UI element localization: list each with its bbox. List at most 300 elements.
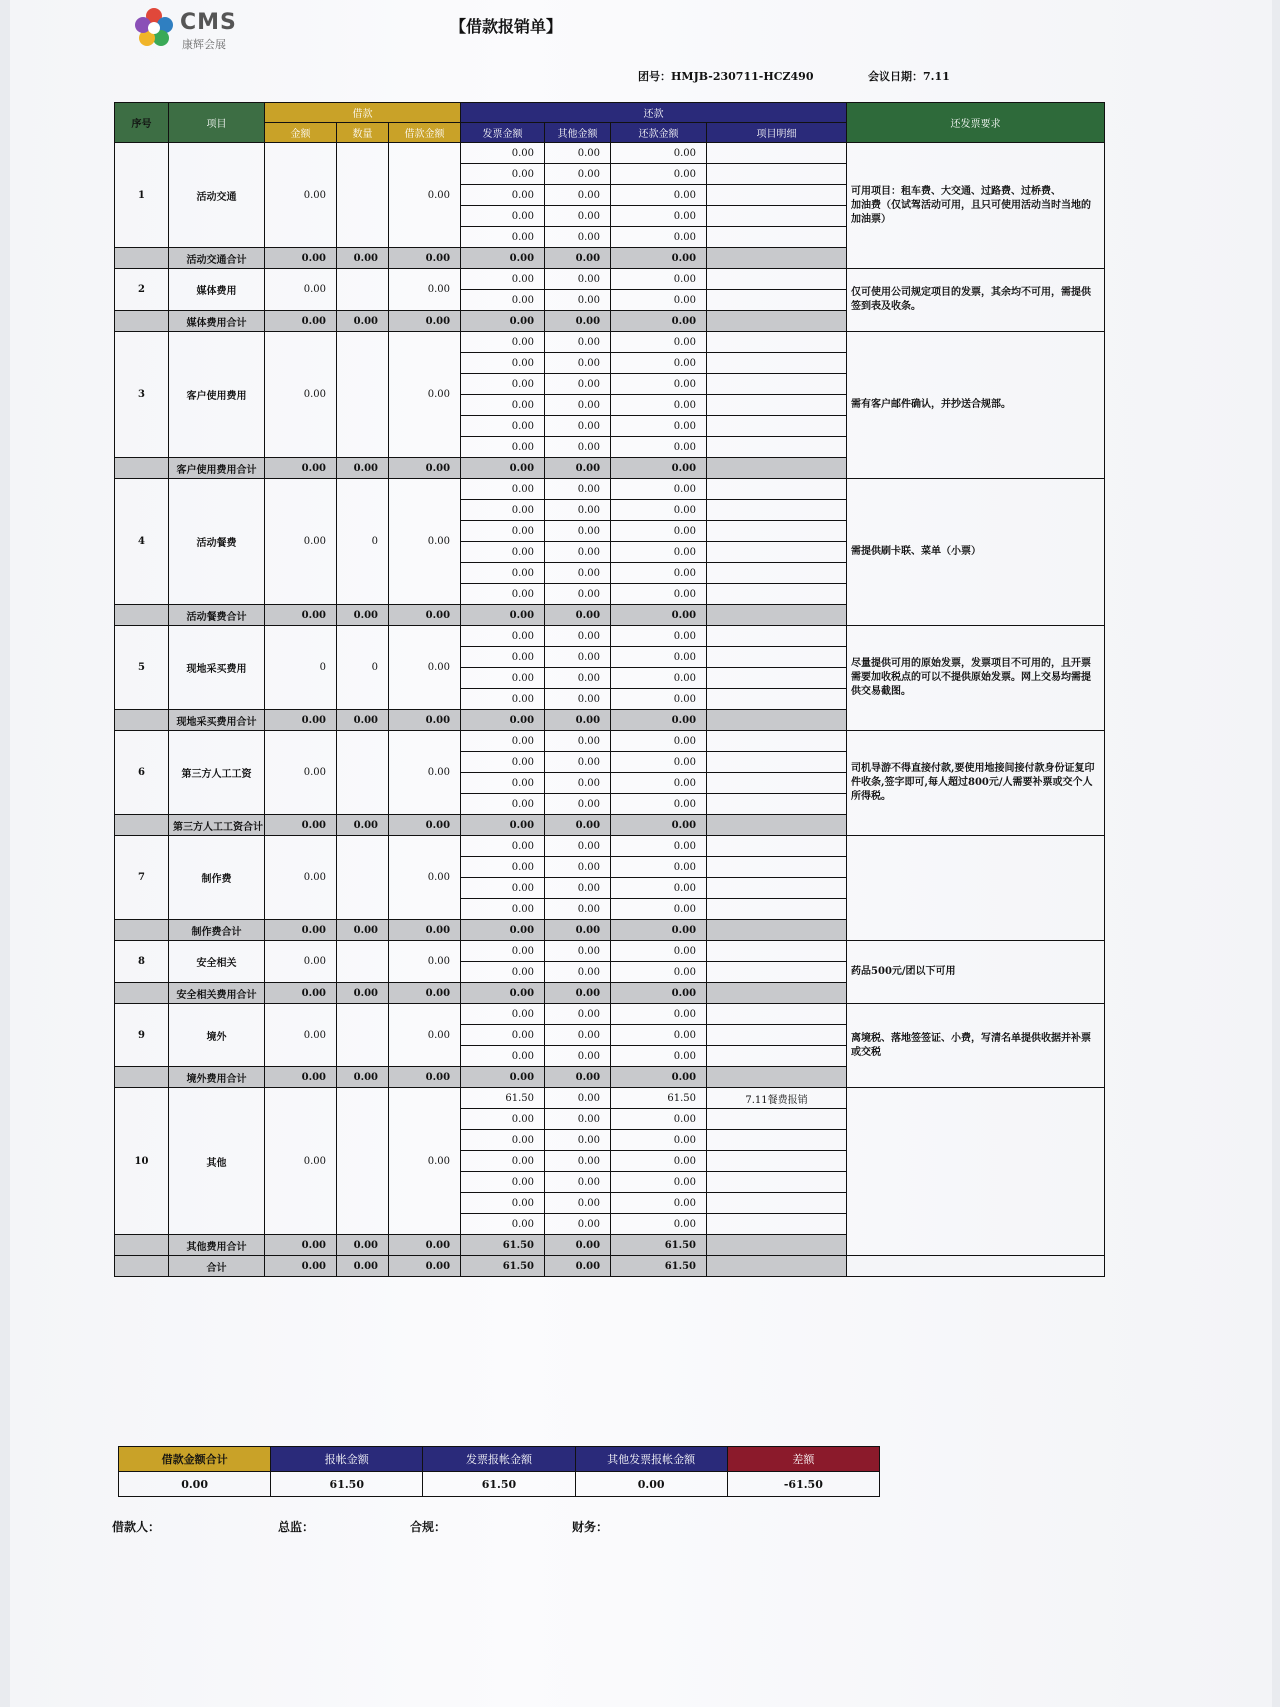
item-detail-cell: [707, 647, 847, 668]
document-title: 【借款报销单】: [450, 17, 563, 36]
item-detail-cell: [707, 164, 847, 185]
total-name: 合计: [169, 1256, 265, 1277]
item-detail-cell: [707, 542, 847, 563]
repay-amount-cell: 0.00: [611, 227, 707, 248]
invoice-amount-cell: 0.00: [461, 332, 545, 353]
subtotal-detail: [707, 248, 847, 269]
subtotal-other: 0.00: [545, 1235, 611, 1256]
item-detail-cell: [707, 1109, 847, 1130]
header-requirement: 还发票要求: [847, 103, 1105, 143]
logo-flower-icon: [132, 6, 176, 50]
item-detail-cell: [707, 1214, 847, 1235]
other-amount-cell: 0.00: [545, 563, 611, 584]
borrower-signature: 借款人：: [112, 1520, 161, 1534]
subtotal-seq: [115, 920, 169, 941]
other-amount-cell: 0.00: [545, 689, 611, 710]
subtotal-loan: 0.00: [389, 1067, 461, 1088]
item-detail-cell: [707, 143, 847, 164]
subtotal-seq: [115, 983, 169, 1004]
subtotal-amount: 0.00: [265, 248, 337, 269]
other-amount-cell: 0.00: [545, 899, 611, 920]
total-requirement: [847, 1256, 1105, 1277]
item-detail-cell: [707, 500, 847, 521]
other-amount-cell: 0.00: [545, 1214, 611, 1235]
repay-amount-cell: 0.00: [611, 290, 707, 311]
table-row: [115, 626, 1105, 647]
item-detail-cell: [707, 752, 847, 773]
item-detail-cell: [707, 206, 847, 227]
header-other-amount: 其他金额: [545, 123, 611, 143]
category-loan: 0.00: [389, 941, 461, 983]
invoice-amount-cell: 0.00: [461, 878, 545, 899]
subtotal-amount: 0.00: [265, 815, 337, 836]
subtotal-quantity: 0.00: [337, 1067, 389, 1088]
invoice-amount-cell: 0.00: [461, 353, 545, 374]
invoice-amount-cell: 0.00: [461, 521, 545, 542]
other-amount-cell: 0.00: [545, 437, 611, 458]
repay-amount-cell: 0.00: [611, 374, 707, 395]
item-detail-cell: [707, 395, 847, 416]
other-amount-cell: 0.00: [545, 1088, 611, 1109]
total-amount: 0.00: [265, 1256, 337, 1277]
table-row: [115, 269, 1105, 290]
category-name: 现地采买费用: [169, 626, 265, 710]
compliance-signature: 合规：: [410, 1520, 447, 1534]
invoice-amount-cell: 0.00: [461, 899, 545, 920]
item-detail-cell: [707, 941, 847, 962]
total-repay: 61.50: [611, 1256, 707, 1277]
invoice-amount-cell: 0.00: [461, 374, 545, 395]
subtotal-repay: 0.00: [611, 983, 707, 1004]
other-amount-cell: 0.00: [545, 1151, 611, 1172]
grand-total-row: [115, 1256, 1105, 1277]
subtotal-name: 第三方人工工资合计: [169, 815, 265, 836]
item-detail-cell: [707, 479, 847, 500]
summary-table: [118, 1446, 880, 1497]
repay-amount-cell: 0.00: [611, 668, 707, 689]
category-quantity: 0: [337, 479, 389, 605]
group-number: [638, 68, 813, 84]
repay-amount-cell: 0.00: [611, 647, 707, 668]
table-row: [115, 332, 1105, 353]
repay-amount-cell: 0.00: [611, 542, 707, 563]
category-quantity: [337, 332, 389, 458]
subtotal-loan: 0.00: [389, 815, 461, 836]
invoice-amount-cell: 0.00: [461, 836, 545, 857]
subtotal-amount: 0.00: [265, 605, 337, 626]
repay-amount-cell: 0.00: [611, 836, 707, 857]
subtotal-repay: 61.50: [611, 1235, 707, 1256]
invoice-amount-cell: 0.00: [461, 500, 545, 521]
item-detail-cell: [707, 563, 847, 584]
category-name: 客户使用费用: [169, 332, 265, 458]
summary-header-difference: 差额: [727, 1447, 879, 1472]
subtotal-invoice: 0.00: [461, 710, 545, 731]
subtotal-detail: [707, 710, 847, 731]
subtotal-quantity: 0.00: [337, 710, 389, 731]
category-loan: 0.00: [389, 1004, 461, 1067]
subtotal-amount: 0.00: [265, 458, 337, 479]
invoice-amount-cell: 0.00: [461, 1025, 545, 1046]
category-quantity: [337, 1088, 389, 1235]
subtotal-loan: 0.00: [389, 248, 461, 269]
subtotal-amount: 0.00: [265, 983, 337, 1004]
item-detail-cell: [707, 269, 847, 290]
invoice-amount-cell: 0.00: [461, 689, 545, 710]
requirement-cell: [847, 836, 1105, 941]
header-repay: 还款: [461, 103, 847, 123]
subtotal-invoice: 61.50: [461, 1235, 545, 1256]
invoice-amount-cell: 0.00: [461, 206, 545, 227]
item-detail-cell: [707, 332, 847, 353]
subtotal-invoice: 0.00: [461, 815, 545, 836]
meeting-date-label: 会议日期：: [868, 70, 923, 83]
table-body: [115, 143, 1105, 1277]
repay-amount-cell: 0.00: [611, 1109, 707, 1130]
subtotal-amount: 0.00: [265, 311, 337, 332]
invoice-amount-cell: 0.00: [461, 1151, 545, 1172]
category-seq: 2: [115, 269, 169, 311]
item-detail-cell: [707, 773, 847, 794]
category-amount: 0.00: [265, 1004, 337, 1067]
category-seq: 8: [115, 941, 169, 983]
item-detail-cell: [707, 1151, 847, 1172]
header-repay-amount: 还款金额: [611, 123, 707, 143]
summary-header-invoice-reimbursed: 发票报帐金额: [423, 1447, 575, 1472]
subtotal-seq: [115, 1067, 169, 1088]
other-amount-cell: 0.00: [545, 941, 611, 962]
repay-amount-cell: 0.00: [611, 878, 707, 899]
item-detail-cell: 7.11餐费报销: [707, 1088, 847, 1109]
subtotal-quantity: 0.00: [337, 458, 389, 479]
category-quantity: [337, 941, 389, 983]
table-row: [115, 143, 1105, 164]
group-number-value: HMJB-230711-HCZ490: [671, 70, 814, 83]
invoice-amount-cell: 0.00: [461, 395, 545, 416]
repay-amount-cell: 0.00: [611, 206, 707, 227]
invoice-amount-cell: 0.00: [461, 542, 545, 563]
other-amount-cell: 0.00: [545, 416, 611, 437]
other-amount-cell: 0.00: [545, 164, 611, 185]
repay-amount-cell: 0.00: [611, 143, 707, 164]
item-detail-cell: [707, 1004, 847, 1025]
total-other: 0.00: [545, 1256, 611, 1277]
subtotal-name: 活动餐费合计: [169, 605, 265, 626]
category-loan: 0.00: [389, 332, 461, 458]
item-detail-cell: [707, 521, 847, 542]
other-amount-cell: 0.00: [545, 584, 611, 605]
other-amount-cell: 0.00: [545, 1025, 611, 1046]
subtotal-name: 客户使用费用合计: [169, 458, 265, 479]
subtotal-amount: 0.00: [265, 710, 337, 731]
item-detail-cell: [707, 290, 847, 311]
other-amount-cell: 0.00: [545, 773, 611, 794]
header-amount: 金额: [265, 123, 337, 143]
table-row: [115, 479, 1105, 500]
meeting-date-value: 7.11: [923, 70, 950, 83]
table-row: [115, 1088, 1105, 1109]
subtotal-invoice: 0.00: [461, 605, 545, 626]
item-detail-cell: [707, 1172, 847, 1193]
item-detail-cell: [707, 353, 847, 374]
subtotal-other: 0.00: [545, 605, 611, 626]
subtotal-quantity: 0.00: [337, 248, 389, 269]
invoice-amount-cell: 0.00: [461, 1214, 545, 1235]
category-amount: 0.00: [265, 941, 337, 983]
category-name: 第三方人工工资: [169, 731, 265, 815]
category-amount: 0.00: [265, 731, 337, 815]
subtotal-name: 媒体费用合计: [169, 311, 265, 332]
invoice-amount-cell: 0.00: [461, 752, 545, 773]
subtotal-detail: [707, 815, 847, 836]
reimbursement-table: [114, 102, 1105, 1277]
summary-invoice-reimbursed: 61.50: [423, 1472, 575, 1497]
repay-amount-cell: 0.00: [611, 773, 707, 794]
invoice-amount-cell: 0.00: [461, 668, 545, 689]
requirement-cell: [847, 1088, 1105, 1256]
item-detail-cell: [707, 584, 847, 605]
subtotal-seq: [115, 710, 169, 731]
other-amount-cell: 0.00: [545, 332, 611, 353]
subtotal-other: 0.00: [545, 920, 611, 941]
repay-amount-cell: 0.00: [611, 1193, 707, 1214]
subtotal-loan: 0.00: [389, 710, 461, 731]
category-quantity: [337, 1004, 389, 1067]
subtotal-invoice: 0.00: [461, 458, 545, 479]
subtotal-quantity: 0.00: [337, 920, 389, 941]
subtotal-invoice: 0.00: [461, 983, 545, 1004]
subtotal-invoice: 0.00: [461, 1067, 545, 1088]
subtotal-invoice: 0.00: [461, 920, 545, 941]
repay-amount-cell: 0.00: [611, 857, 707, 878]
category-amount: 0.00: [265, 269, 337, 311]
subtotal-repay: 0.00: [611, 1067, 707, 1088]
repay-amount-cell: 0.00: [611, 185, 707, 206]
other-amount-cell: 0.00: [545, 857, 611, 878]
summary-reimbursed: 61.50: [271, 1472, 423, 1497]
subtotal-detail: [707, 1067, 847, 1088]
subtotal-repay: 0.00: [611, 248, 707, 269]
requirement-cell: 药品500元/团以下可用: [847, 941, 1105, 1004]
other-amount-cell: 0.00: [545, 1172, 611, 1193]
item-detail-cell: [707, 731, 847, 752]
item-detail-cell: [707, 794, 847, 815]
subtotal-detail: [707, 920, 847, 941]
subtotal-amount: 0.00: [265, 920, 337, 941]
subtotal-name: 其他费用合计: [169, 1235, 265, 1256]
subtotal-repay: 0.00: [611, 710, 707, 731]
repay-amount-cell: 0.00: [611, 1130, 707, 1151]
other-amount-cell: 0.00: [545, 836, 611, 857]
group-number-label: 团号：: [638, 70, 671, 83]
other-amount-cell: 0.00: [545, 395, 611, 416]
summary-difference: -61.50: [727, 1472, 879, 1497]
subtotal-loan: 0.00: [389, 983, 461, 1004]
subtotal-name: 境外费用合计: [169, 1067, 265, 1088]
invoice-amount-cell: 0.00: [461, 1109, 545, 1130]
total-invoice: 61.50: [461, 1256, 545, 1277]
table-row: [115, 941, 1105, 962]
invoice-amount-cell: 0.00: [461, 941, 545, 962]
category-loan: 0.00: [389, 836, 461, 920]
other-amount-cell: 0.00: [545, 185, 611, 206]
repay-amount-cell: 0.00: [611, 479, 707, 500]
category-name: 活动交通: [169, 143, 265, 248]
summary-header-reimbursed: 报帐金额: [271, 1447, 423, 1472]
category-amount: 0.00: [265, 479, 337, 605]
repay-amount-cell: 61.50: [611, 1088, 707, 1109]
other-amount-cell: 0.00: [545, 626, 611, 647]
header-invoice-amount: 发票金额: [461, 123, 545, 143]
category-quantity: 0: [337, 626, 389, 710]
category-amount: 0: [265, 626, 337, 710]
other-amount-cell: 0.00: [545, 290, 611, 311]
item-detail-cell: [707, 836, 847, 857]
subtotal-name: 安全相关费用合计: [169, 983, 265, 1004]
other-amount-cell: 0.00: [545, 1130, 611, 1151]
category-seq: 7: [115, 836, 169, 920]
repay-amount-cell: 0.00: [611, 1046, 707, 1067]
repay-amount-cell: 0.00: [611, 794, 707, 815]
category-quantity: [337, 269, 389, 311]
repay-amount-cell: 0.00: [611, 416, 707, 437]
subtotal-loan: 0.00: [389, 1235, 461, 1256]
invoice-amount-cell: 0.00: [461, 269, 545, 290]
subtotal-seq: [115, 815, 169, 836]
repay-amount-cell: 0.00: [611, 500, 707, 521]
other-amount-cell: 0.00: [545, 374, 611, 395]
other-amount-cell: 0.00: [545, 752, 611, 773]
other-amount-cell: 0.00: [545, 1046, 611, 1067]
item-detail-cell: [707, 689, 847, 710]
other-amount-cell: 0.00: [545, 668, 611, 689]
item-detail-cell: [707, 185, 847, 206]
invoice-amount-cell: 0.00: [461, 773, 545, 794]
subtotal-name: 制作费合计: [169, 920, 265, 941]
requirement-cell: 离境税、落地签签证、小费，写清名单提供收据并补票或交税: [847, 1004, 1105, 1088]
item-detail-cell: [707, 899, 847, 920]
subtotal-seq: [115, 605, 169, 626]
invoice-amount-cell: 0.00: [461, 1193, 545, 1214]
item-detail-cell: [707, 1025, 847, 1046]
total-detail: [707, 1256, 847, 1277]
document-page: [10, 0, 1272, 1707]
subtotal-seq: [115, 458, 169, 479]
category-loan: 0.00: [389, 626, 461, 710]
subtotal-detail: [707, 1235, 847, 1256]
invoice-amount-cell: 0.00: [461, 143, 545, 164]
invoice-amount-cell: 0.00: [461, 185, 545, 206]
director-signature: 总监：: [278, 1520, 315, 1534]
subtotal-repay: 0.00: [611, 815, 707, 836]
requirement-cell: 需提供刷卡联、菜单（小票）: [847, 479, 1105, 626]
category-loan: 0.00: [389, 479, 461, 605]
other-amount-cell: 0.00: [545, 1193, 611, 1214]
subtotal-detail: [707, 311, 847, 332]
other-amount-cell: 0.00: [545, 1004, 611, 1025]
total-seq: [115, 1256, 169, 1277]
repay-amount-cell: 0.00: [611, 353, 707, 374]
repay-amount-cell: 0.00: [611, 1025, 707, 1046]
logo-subtext: 康辉会展: [182, 38, 226, 51]
total-loan: 0.00: [389, 1256, 461, 1277]
invoice-amount-cell: 0.00: [461, 227, 545, 248]
repay-amount-cell: 0.00: [611, 626, 707, 647]
subtotal-repay: 0.00: [611, 311, 707, 332]
category-amount: 0.00: [265, 332, 337, 458]
header-item-detail: 项目明细: [707, 123, 847, 143]
repay-amount-cell: 0.00: [611, 1004, 707, 1025]
repay-amount-cell: 0.00: [611, 395, 707, 416]
category-amount: 0.00: [265, 143, 337, 248]
invoice-amount-cell: 0.00: [461, 437, 545, 458]
subtotal-other: 0.00: [545, 815, 611, 836]
other-amount-cell: 0.00: [545, 542, 611, 563]
summary-other-invoice: 0.00: [575, 1472, 727, 1497]
category-name: 安全相关: [169, 941, 265, 983]
total-quantity: 0.00: [337, 1256, 389, 1277]
requirement-cell: 司机导游不得直接付款,要使用地接间接付款身份证复印件收条,签字即可,每人超过800元/人需要补票或交个人所得税。: [847, 731, 1105, 836]
subtotal-other: 0.00: [545, 458, 611, 479]
repay-amount-cell: 0.00: [611, 437, 707, 458]
invoice-amount-cell: 0.00: [461, 416, 545, 437]
other-amount-cell: 0.00: [545, 143, 611, 164]
item-detail-cell: [707, 1193, 847, 1214]
other-amount-cell: 0.00: [545, 794, 611, 815]
repay-amount-cell: 0.00: [611, 899, 707, 920]
item-detail-cell: [707, 416, 847, 437]
requirement-cell: 需有客户邮件确认，并抄送合规部。: [847, 332, 1105, 479]
category-seq: 9: [115, 1004, 169, 1067]
company-logo: [132, 6, 262, 50]
other-amount-cell: 0.00: [545, 731, 611, 752]
other-amount-cell: 0.00: [545, 269, 611, 290]
repay-amount-cell: 0.00: [611, 941, 707, 962]
subtotal-detail: [707, 605, 847, 626]
requirement-cell: 尽量提供可用的原始发票，发票项目不可用的，且开票需要加收税点的可以不提供原始发票。网上交易均需提供交易截图。: [847, 626, 1105, 731]
invoice-amount-cell: 0.00: [461, 962, 545, 983]
item-detail-cell: [707, 1046, 847, 1067]
item-detail-cell: [707, 227, 847, 248]
item-detail-cell: [707, 374, 847, 395]
category-loan: 0.00: [389, 143, 461, 248]
repay-amount-cell: 0.00: [611, 584, 707, 605]
category-quantity: [337, 836, 389, 920]
category-quantity: [337, 143, 389, 248]
summary-header-other-invoice: 其他发票报帐金额: [575, 1447, 727, 1472]
subtotal-invoice: 0.00: [461, 248, 545, 269]
subtotal-seq: [115, 248, 169, 269]
item-detail-cell: [707, 668, 847, 689]
invoice-amount-cell: 0.00: [461, 857, 545, 878]
header-loan-amount: 借款金额: [389, 123, 461, 143]
category-seq: 3: [115, 332, 169, 458]
repay-amount-cell: 0.00: [611, 752, 707, 773]
other-amount-cell: 0.00: [545, 647, 611, 668]
subtotal-other: 0.00: [545, 983, 611, 1004]
item-detail-cell: [707, 437, 847, 458]
subtotal-other: 0.00: [545, 248, 611, 269]
subtotal-seq: [115, 311, 169, 332]
subtotal-other: 0.00: [545, 1067, 611, 1088]
category-amount: 0.00: [265, 836, 337, 920]
repay-amount-cell: 0.00: [611, 164, 707, 185]
subtotal-other: 0.00: [545, 311, 611, 332]
invoice-amount-cell: 0.00: [461, 479, 545, 500]
category-loan: 0.00: [389, 731, 461, 815]
header-item: 项目: [169, 103, 265, 143]
subtotal-detail: [707, 458, 847, 479]
